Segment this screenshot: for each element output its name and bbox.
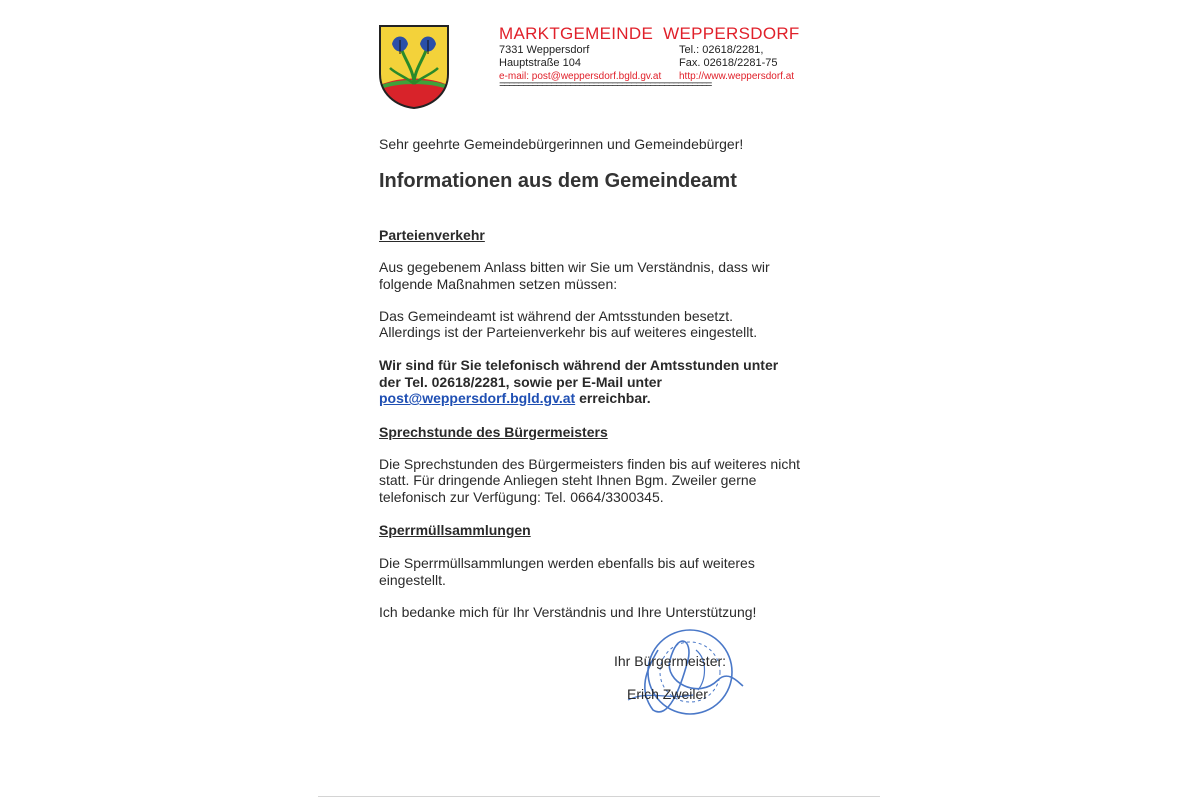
paragraph-line: Das Gemeindeamt ist während der Amtsstunden besetzt. [379, 308, 734, 324]
section-title-sperrmuell: Sperrmüllsammlungen [379, 522, 531, 538]
header-email: e-mail: post@weppersdorf.bgld.gv.at [499, 71, 662, 82]
page-title: Informationen aus dem Gemeindeamt [379, 170, 737, 192]
paragraph-line: Aus gegebenem Anlass bitten wir Sie um Verständnis, dass wir [379, 259, 770, 275]
paragraph-line: Die Sprechstunden des Bürgermeisters finden bis auf weiteres nicht [379, 456, 800, 472]
contact-info-line [379, 390, 651, 407]
official-stamp-signature-icon [598, 620, 748, 725]
section-title-sprechstunde: Sprechstunde des Bürgermeisters [379, 424, 608, 440]
paragraph-line: telefonisch zur Verfügung: Tel. 0664/3300345. [379, 489, 664, 505]
organization-title: MARKTGEMEINDE WEPPERSDORF [499, 24, 800, 43]
header-rule: ============================================= [499, 80, 711, 92]
email-link[interactable]: post@weppersdorf.bgld.gv.at [379, 390, 576, 406]
contact-info-line: der Tel. 02618/2281, sowie per E-Mail unter [379, 374, 662, 390]
header-phone: Tel.: 02618/2281, [679, 44, 764, 56]
address-line-1: 7331 Weppersdorf [499, 44, 590, 56]
header-fax: Fax. 02618/2281-75 [679, 57, 778, 69]
signature-name: Erich Zweiler [627, 686, 708, 702]
signature-role: Ihr Bürgermeister: [614, 653, 727, 669]
paragraph-line: eingestellt. [379, 572, 446, 588]
header-website: http://www.weppersdorf.at [679, 71, 795, 82]
contact-info-line: Wir sind für Sie telefonisch während der Amtsstunden unter [379, 357, 779, 373]
address-line-2: Hauptstraße 104 [499, 57, 581, 69]
section-title-parteienverkehr: Parteienverkehr [379, 227, 485, 243]
paragraph-line: statt. Für dringende Anliegen steht Ihnen Bgm. Zweiler gerne [379, 472, 757, 488]
paragraph-line: Die Sperrmüllsammlungen werden ebenfalls bis auf weiteres [379, 555, 755, 571]
page-bottom-divider [318, 796, 880, 797]
coat-of-arms-icon [378, 24, 450, 110]
paragraph-line: folgende Maßnahmen setzen müssen: [379, 276, 618, 292]
greeting: Sehr geehrte Gemeindebürgerinnen und Gemeindebürger! [379, 136, 744, 152]
reachable-suffix: erreichbar. [575, 390, 651, 406]
paragraph-line: Allerdings ist der Parteienverkehr bis auf weiteres eingestellt. [379, 324, 758, 340]
closing-line: Ich bedanke mich für Ihr Verständnis und Ihre Unterstützung! [379, 604, 757, 620]
